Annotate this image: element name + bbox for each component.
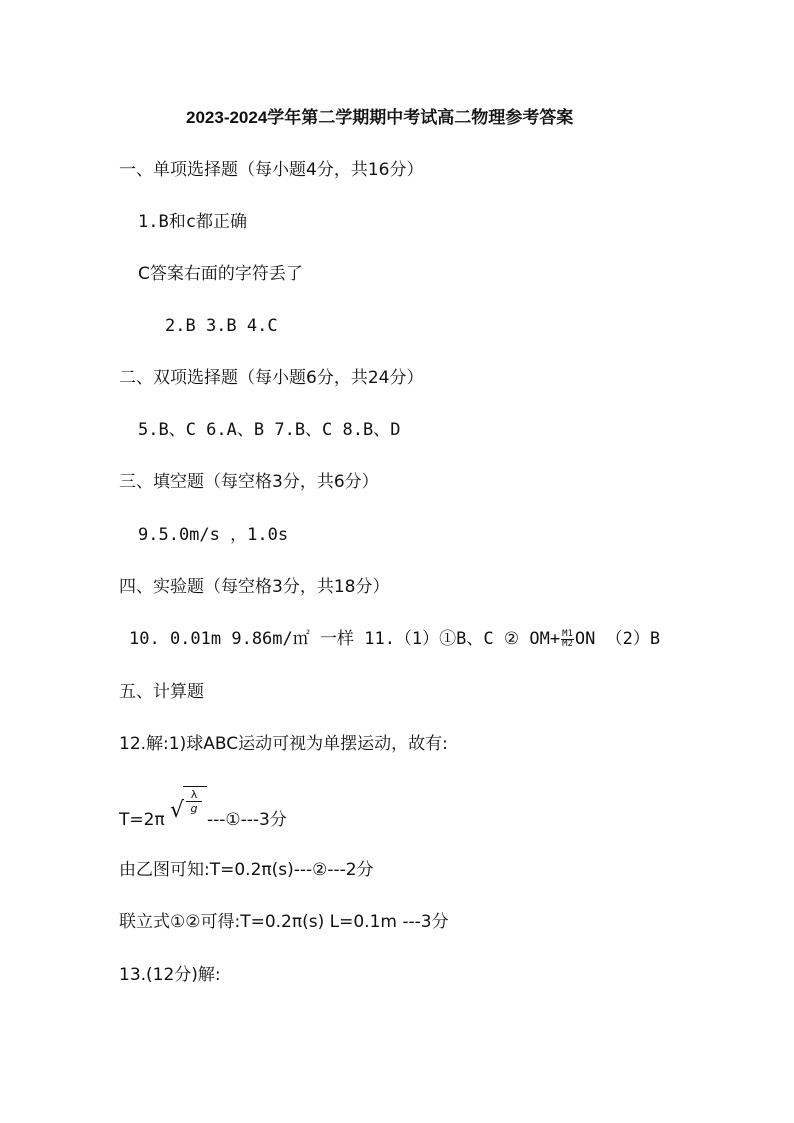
section4-heading: 四、实验题（每空格3分，共18分） [119, 577, 390, 597]
answer-line-1: 1.B和c都正确 [138, 212, 247, 232]
section3-heading: 三、填空题（每空格3分，共6分） [119, 472, 379, 492]
q12-line-1: 12.解:1)球ABC运动可视为单摆运动，故有: [119, 734, 448, 754]
answer-line-10-11-after: ON （2）B [574, 629, 661, 649]
answer-line-9: 9.5.0m/s ，1.0s [138, 525, 289, 545]
fraction-numerator: M1 [562, 628, 573, 639]
answer-line-2-4: 2.B 3.B 4.C [165, 316, 278, 336]
sqrt-overbar [183, 786, 207, 787]
answer-note: C答案右面的字符丢了 [138, 264, 303, 284]
mass-ratio-fraction [561, 630, 574, 649]
sqrt-radical-sign: √ [170, 798, 185, 823]
answer-line-10-11 [129, 628, 660, 650]
section2-heading: 二、双项选择题（每小题6分，共24分） [119, 368, 424, 388]
section1-heading: 一、单项选择题（每小题4分，共16分） [119, 160, 424, 180]
sqrt-numerator: λ [186, 788, 202, 802]
page-title: 2023-2024学年第二学期期中考试高二物理参考答案 [186, 108, 574, 127]
sqrt-formula [170, 786, 210, 826]
section5-heading: 五、计算题 [119, 682, 204, 702]
answer-line-10-11-before: 10. 0.01m 9.86m/㎡ 一样 11.（1）①B、C ② OM+ [129, 629, 561, 649]
sqrt-denominator: g [190, 802, 198, 815]
q12-formula-suffix: ---①---3分 [207, 810, 287, 830]
answer-line-5-8: 5.B、C 6.A、B 7.B、C 8.B、D [138, 420, 401, 440]
q12-formula-prefix: T=2π [119, 810, 165, 830]
q13-line-1: 13.(12分)解: [119, 965, 221, 985]
q12-line-4: 联立式①②可得:T=0.2π(s) L=0.1m ---3分 [119, 912, 449, 932]
sqrt-fraction [186, 788, 202, 815]
fraction-denominator: M2 [562, 638, 573, 649]
q12-line-3: 由乙图可知:T=0.2π(s)---②---2分 [119, 860, 374, 880]
